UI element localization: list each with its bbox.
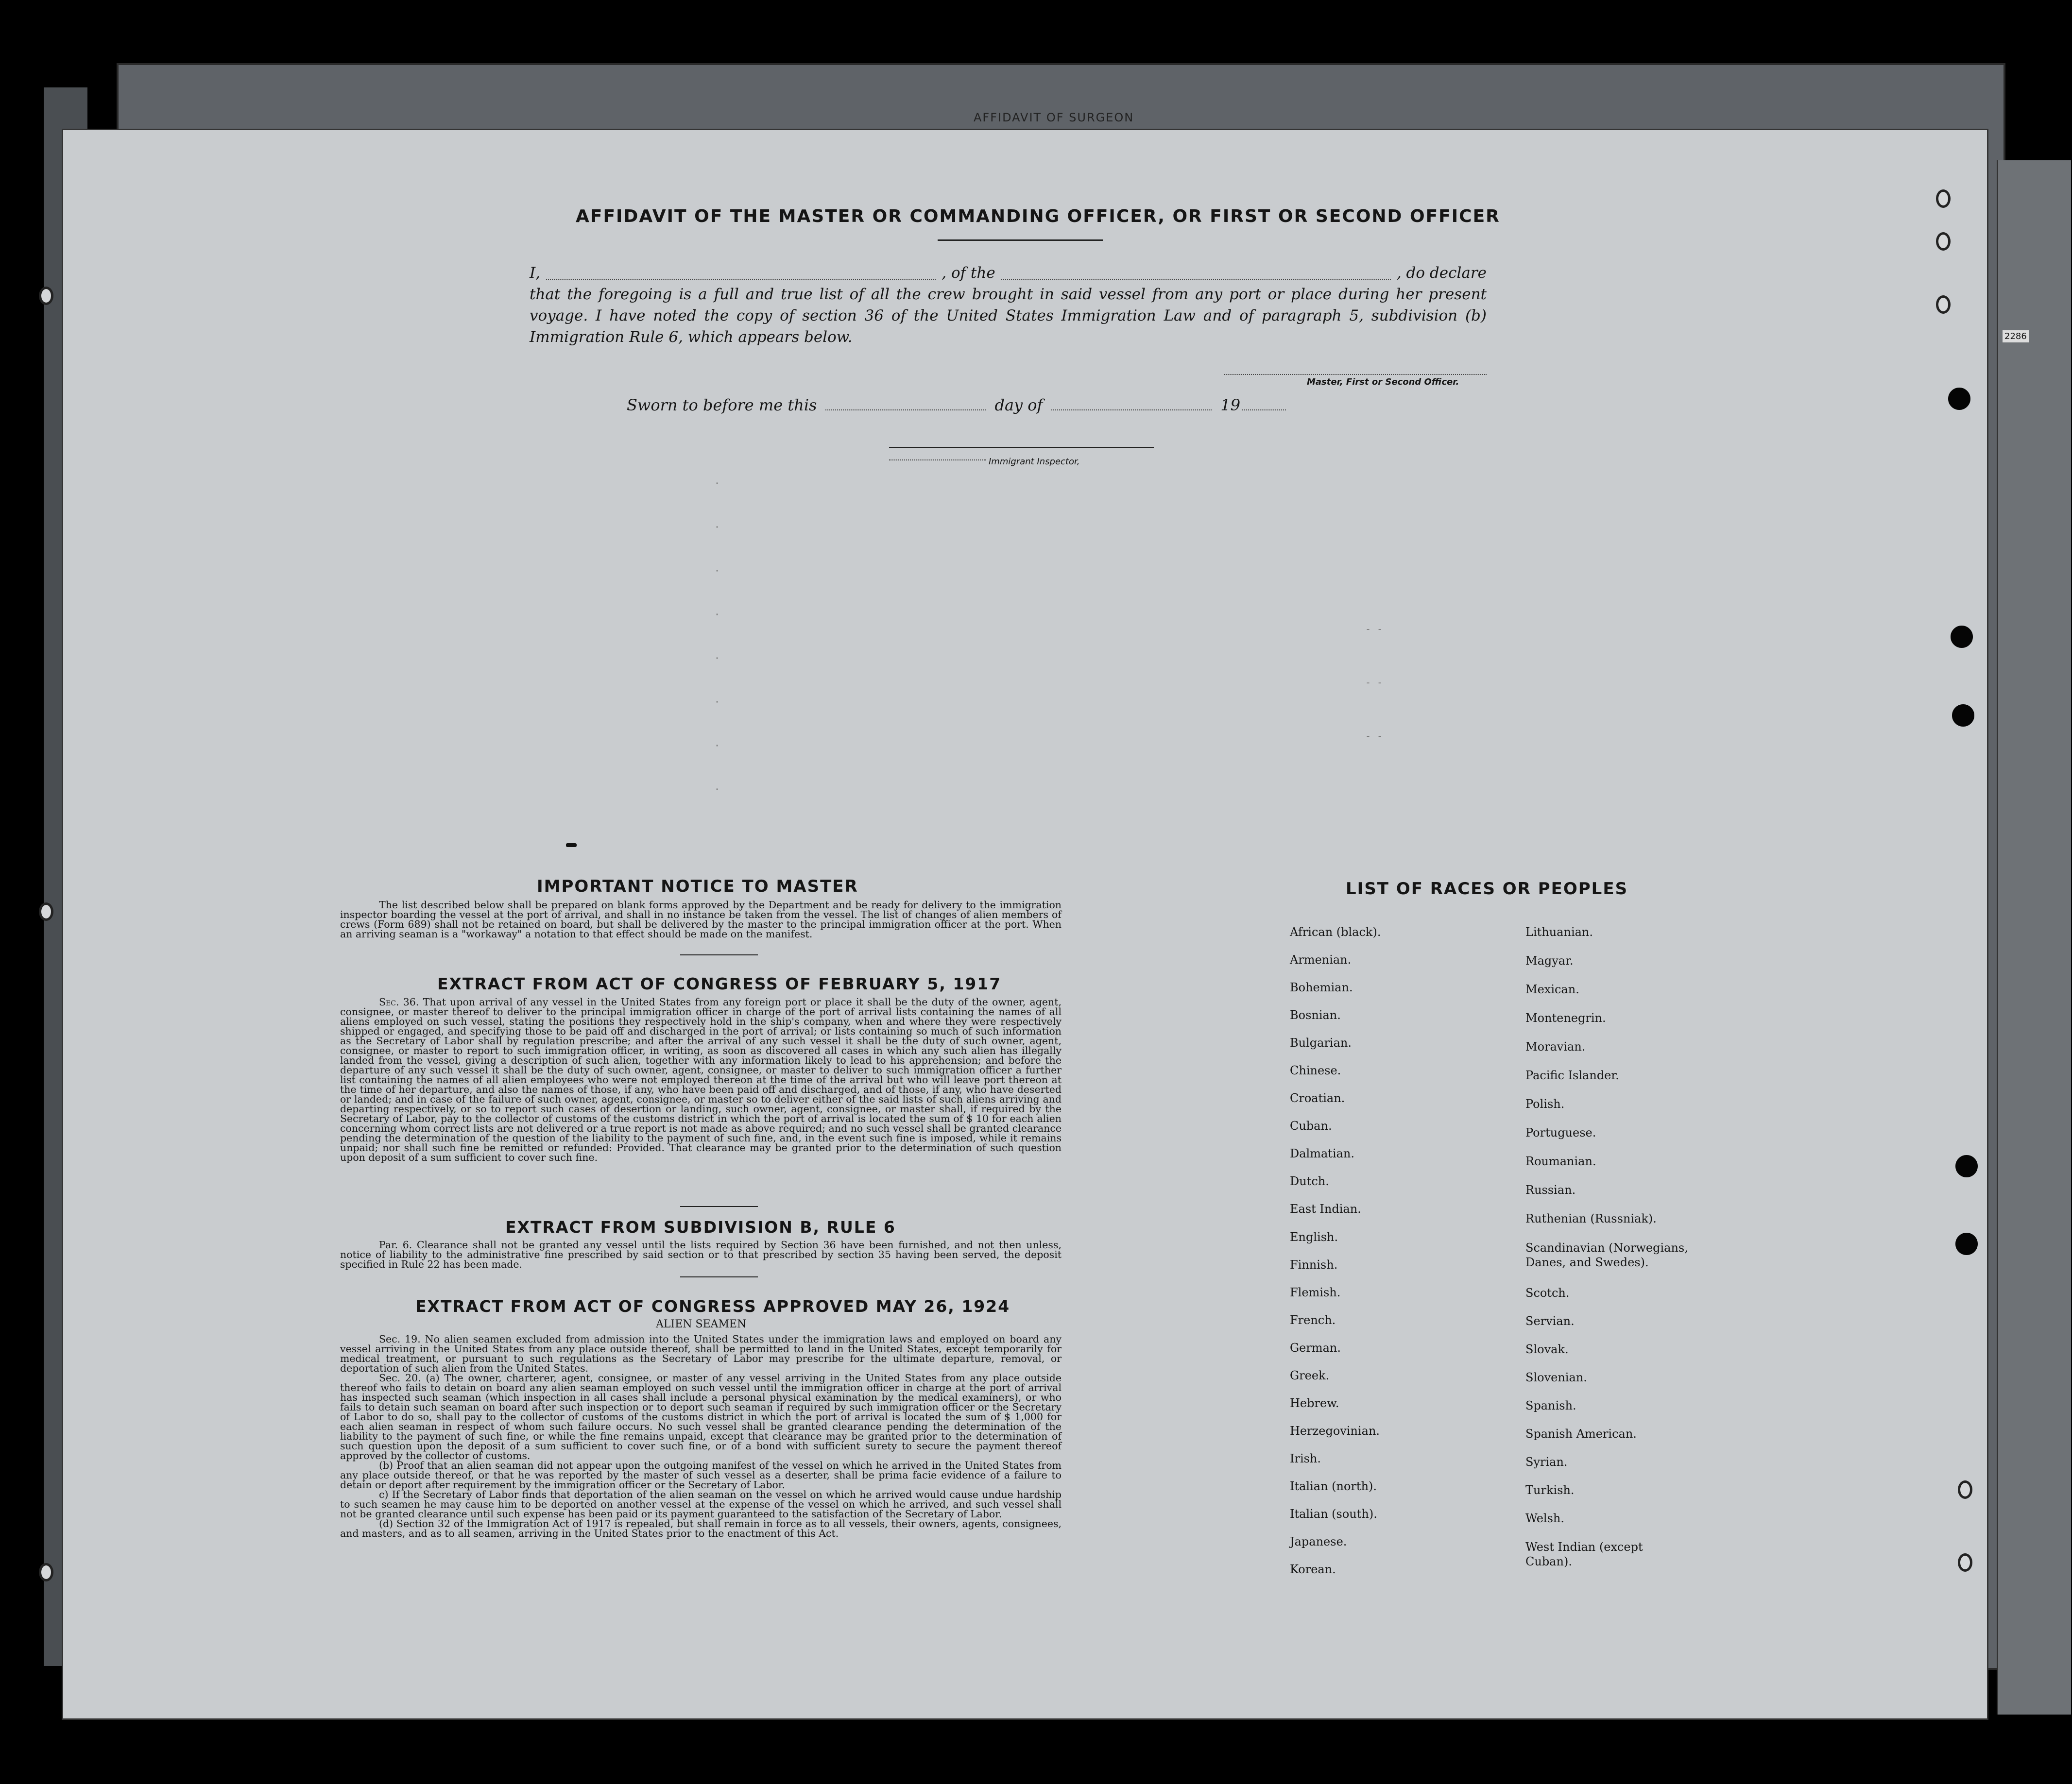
race-item: Italian (north). (1290, 1479, 1377, 1493)
vessel-field[interactable] (1001, 279, 1391, 280)
of-the-label: , of the (942, 264, 995, 282)
binder-hole-icon (1936, 232, 1951, 251)
notice-divider (680, 954, 758, 955)
race-item: Magyar. (1525, 954, 1574, 968)
master-signature-label: Master, First or Second Officer. (1307, 377, 1459, 387)
inspector-signature-field[interactable] (889, 447, 1154, 448)
affidavit-title: AFFIDAVIT OF THE MASTER OR COMMANDING OFFICER, OR FIRST OR SECOND OFFICER (576, 206, 1500, 226)
inspector-signature-dots (889, 459, 986, 460)
year-prefix-label: 19 (1220, 396, 1241, 414)
race-item: Spanish. (1525, 1399, 1576, 1412)
race-item: Japanese. (1290, 1535, 1347, 1548)
sworn-date-field[interactable] (825, 409, 986, 410)
race-item: Montenegrin. (1525, 1011, 1606, 1025)
race-item: Hebrew. (1290, 1396, 1339, 1410)
race-item: Finnish. (1290, 1258, 1338, 1272)
do-declare-label: , do declare (1396, 264, 1487, 282)
rear-page-title: AFFIDAVIT OF SURGEON (974, 111, 1134, 124)
binder-hole-icon (1951, 626, 1973, 648)
extract-1917-divider (680, 1206, 758, 1207)
notice-text: The list described below shall be prepared on blank forms approved by the Department and be ready for delivery to the immigration inspector boarding the vessel at the port of arrival, and shall in no instance be taken from the vessel. The list of changes of alien members of crews (Form 689) shall not be retained on board, but shall be delivered by the master to the principal immigration officer at the port. When an arriving seaman is a "workaway" a notation to that effect should be made on the manifest. (340, 899, 1062, 940)
sworn-line (627, 396, 1295, 414)
race-item: East Indian. (1290, 1202, 1361, 1216)
races-title: LIST OF RACES OR PEOPLES (1346, 879, 1628, 899)
race-item: Slovak. (1525, 1342, 1569, 1356)
race-item: Mexican. (1525, 983, 1579, 996)
extract-rule6-title: EXTRACT FROM SUBDIVISION B, RULE 6 (505, 1218, 896, 1237)
race-item: Turkish. (1525, 1483, 1575, 1497)
race-item: Bosnian. (1290, 1008, 1341, 1022)
race-item: Pacific Islander. (1525, 1069, 1619, 1082)
binder-hole-icon (39, 287, 53, 305)
race-item: Moravian. (1525, 1040, 1586, 1053)
binder-hole-icon (39, 1563, 53, 1581)
race-item: African (black). (1290, 925, 1381, 939)
race-item: Cuban. (1290, 1119, 1332, 1133)
race-item: English. (1290, 1230, 1338, 1244)
race-item: Dutch. (1290, 1174, 1329, 1188)
inspector-label: Immigrant Inspector, (989, 457, 1080, 467)
extract-1917-text (340, 997, 1062, 1162)
section-19-text: Sec. 19. No alien seamen excluded from admission into the United States under the immigration laws and employed on board any vessel arriving in the United States from any place outside thereof, shall be permitted to land in the United States, except temporarily for medical treatment, or pursuant to such regulations as the Secretary of Labor may prescribe for the ultimate departure, removal, or deportation of such alien from the United States. (340, 1333, 1062, 1374)
extract-rule6-text: Par. 6. Clearance shall not be granted any vessel until the lists required by Section 36 have been furnished, and not then unless, notice of liability to the administrative fine prescribed by said section or to that prescribed by section 35 having been served, the deposit specified in Rule 22 has been made. (340, 1239, 1062, 1270)
section-36-label: Sec. 36. (379, 996, 419, 1008)
race-item: Dalmatian. (1290, 1147, 1355, 1160)
race-item: Irish. (1290, 1452, 1321, 1465)
binder-hole-icon (1958, 1553, 1972, 1572)
name-field[interactable] (546, 279, 936, 280)
section-20d-text: (d) Section 32 of the Immigration Act of 1917 is repealed, but shall remain in force as to all vessels, their owners, agents, consignees, and masters, and as to all seamen, arriving in the United States prior to the enactment of this Act. (340, 1518, 1062, 1539)
race-item: French. (1290, 1313, 1336, 1327)
notice-title: IMPORTANT NOTICE TO MASTER (537, 877, 858, 896)
extract-1924-text (340, 1334, 1062, 1538)
race-item: Russian. (1525, 1183, 1576, 1197)
binder-hole-icon (1958, 1480, 1972, 1499)
race-item: Flemish. (1290, 1286, 1341, 1299)
extract-rule6-divider (680, 1276, 758, 1277)
declaration-text: that the foregoing is a full and true list of all the crew brought in said vessel from any port or place during her present voyage. I have noted the copy of section 36 of the United States Immigration Law and of paragraph 5, subdivision (b) Immigration Rule 6, which appears below. (530, 286, 1487, 346)
race-item: Polish. (1525, 1097, 1565, 1111)
rear-page-stamp-number: 2286 (2003, 330, 2029, 342)
extract-1924-title: EXTRACT FROM ACT OF CONGRESS APPROVED MAY 26, 1924 (415, 1297, 1010, 1316)
binder-hole-icon (1936, 295, 1951, 314)
sworn-year-field[interactable] (1242, 409, 1286, 410)
race-item: Roumanian. (1525, 1155, 1596, 1168)
race-item: Greek. (1290, 1369, 1330, 1382)
race-item: Slovenian. (1525, 1371, 1587, 1384)
binder-hole-icon (1955, 1155, 1978, 1177)
binder-hole-icon (1952, 704, 1974, 727)
ink-mark (566, 843, 577, 847)
race-item: Herzegovinian. (1290, 1424, 1380, 1438)
race-item: Lithuanian. (1525, 925, 1593, 939)
race-item: Bohemian. (1290, 981, 1353, 994)
race-item: Chinese. (1290, 1064, 1341, 1077)
race-item: Bulgarian. (1290, 1036, 1352, 1050)
sworn-prefix: Sworn to before me this (627, 396, 817, 414)
binder-hole-icon (1955, 1233, 1978, 1255)
section-36-text: That upon arrival of any vessel in the United States from any foreign port or place it shall be the duty of the owner, agent, consignee, or master thereof to deliver to the principal immigration officer in charge of the port of arrival lists containing the names of all aliens employed on such vessel, stating the positions they respectively hold in the ship's company, when and where they were respectively shipped or engaged, and specifying those to be paid off and discharged in the port of arrival; or lists containing so much of such information as the Secretary of Labor shall by regulation prescribe; and after the arrival of any such vessel it shall be the duty of such owner, agent, consignee, or master to report to such immigration officer, in writing, as soon as discovered all cases in which any such alien has illegally landed from the vessel, giving a description of such alien, together with any information likely to lead to his apprehension; and before the departure of any such vessel it shall be the duty of such owner, agent, consignee, or master to deliver to such immigration officer a further list containing the names of all alien employees who were not employed thereon at the time of the arrival but who will leave port thereon at the time of her departure, and also the names of those, if any, who have been paid off and discharged, and of those, if any, who have deserted or landed; and in case of the failure of such owner, agent, consignee, or master so to deliver either of the said lists of such aliens arriving and departing respectively, or so to report such cases of desertion or landing, such owner, agent, consignee, or master shall, if required by the Secretary of Labor, pay to the collector of customs of the customs district in which the port of arrival is located the sum of $ 10 for each alien concerning whom correct lists are not delivered or a true report is not made as above required; and no such vessel shall be granted clearance pending the determination of the question of the liability to the payment of such fine, and, in the event such fine is imposed, while it remains unpaid; nor shall such fine be remitted or refunded: Provided. That clearance may be granted prior to the determination of such question upon deposit of a sum sufficient to cover such fine. (340, 996, 1062, 1163)
race-item: German. (1290, 1341, 1341, 1355)
race-item: Servian. (1525, 1314, 1575, 1328)
declaration-block (530, 262, 1487, 348)
bleed-through-marks: · · · · · · · · (714, 477, 720, 795)
race-item: Spanish American. (1525, 1427, 1637, 1441)
section-20a-text: Sec. 20. (a) The owner, charterer, agent, consignee, or master of any vessel arriving in the United States from any place outside thereof who fails to detain on board any alien seaman employed on such vessel until the immigration officer in charge at the port of arrival has inspected such seaman (which inspection in all cases shall include a personal physical examination by the medical examiners), or who fails to detain such seaman on board after such inspection or to deport such seaman if required by such immigration officer or the Secretary of Labor to do so, shall pay to the collector of customs of the customs district in which the port of arrival is located the sum of $ 1,000 for each alien seaman in respect of whom such failure occurs. No such vessel shall be granted clearance pending the determination of the liability to the payment of such fine, or while the fine remains unpaid, except that clearance may be granted prior to the determination of such question upon the deposit of a sum sufficient to cover such fine, or of a bond with sufficient surety to secure the payment thereof approved by the collector of customs. (340, 1372, 1062, 1461)
master-signature-field[interactable] (1224, 374, 1487, 375)
section-20c-text: c) If the Secretary of Labor finds that deportation of the alien seaman on the vessel on which he arrived would cause undue hardship to such seamen he may cause him to be deported on another vessel at the expense of the vessel on which he arrived, and such vessel shall not be granted clearance until such expense has been paid or its payment guaranteed to the satisfaction of the Secretary of Labor. (340, 1489, 1062, 1520)
race-item: Croatian. (1290, 1091, 1345, 1105)
day-of-label: day of (994, 396, 1043, 414)
race-item: Scandinavian (Norwegians, Danes, and Swedes). (1525, 1241, 1688, 1269)
sworn-month-field[interactable] (1051, 409, 1212, 410)
extract-1917-title: EXTRACT FROM ACT OF CONGRESS OF FEBRUARY 5, 1917 (437, 974, 1002, 993)
race-item: West Indian (except Cuban). (1525, 1540, 1643, 1568)
race-item: Scotch. (1525, 1286, 1570, 1300)
rear-page-edge-right (1997, 160, 2071, 1715)
race-item: Italian (south). (1290, 1507, 1377, 1521)
race-item: Portuguese. (1525, 1126, 1596, 1139)
alien-seamen-subtitle: ALIEN SEAMEN (656, 1318, 747, 1330)
race-item: Armenian. (1290, 953, 1352, 967)
bleed-through-marks: - - - - - - (1365, 623, 1383, 742)
race-item: Welsh. (1525, 1512, 1564, 1525)
i-label: I, (530, 264, 541, 282)
binder-hole-icon (39, 902, 53, 921)
race-item: Ruthenian (Russniak). (1525, 1212, 1657, 1225)
binder-hole-icon (1948, 388, 1970, 410)
section-20b-text: (b) Proof that an alien seaman did not appear upon the outgoing manifest of the vessel on which he arrived in the United States from any place outside thereof, or that he was reported by the master of such vessel as a deserter, shall be prima facie evidence of a failure to detain or deport after requirement by the immigration officer or the Secretary of Labor. (340, 1460, 1062, 1491)
race-item: Syrian. (1525, 1455, 1568, 1469)
binder-hole-icon (1936, 189, 1951, 208)
title-underline (938, 239, 1103, 241)
race-item: Korean. (1290, 1563, 1336, 1576)
